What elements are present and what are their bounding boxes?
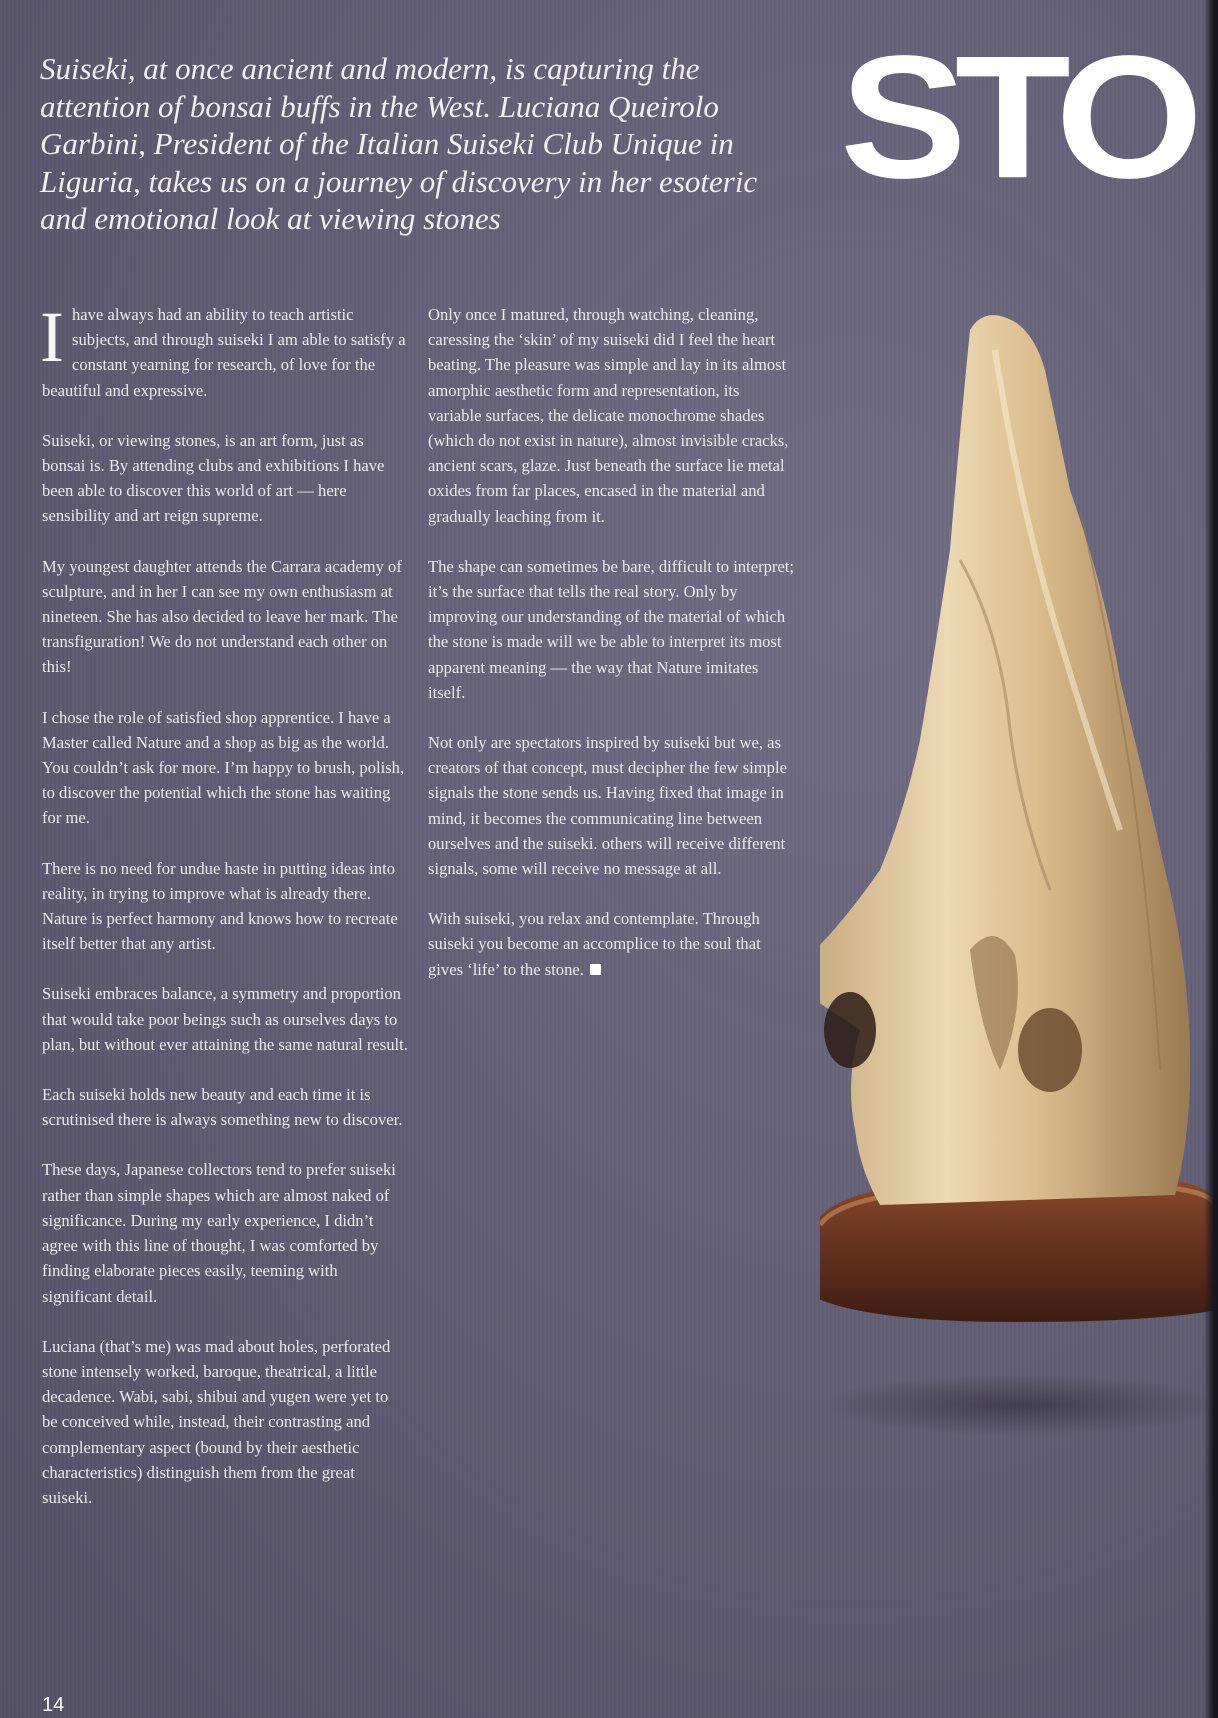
suiseki-stone-photo — [820, 310, 1218, 1450]
page-number: 14 — [42, 1694, 65, 1716]
stone-hole-right — [1018, 1008, 1082, 1092]
paragraph: These days, Japanese collectors tend to prefer suiseki rather than simple shapes which are almost naked of significance. During my early experience, I didn’t agree with this line of thought, I was comforted by finding elaborate pieces easily, teeming with significant detail. — [42, 1160, 396, 1306]
paragraph: Suiseki, or viewing stones, is an art form, just as bonsai is. By attending clubs and exhibitions I have been able to discover this world of art — here sensibility and art reign supreme. — [42, 430, 385, 526]
paragraph: Suiseki embraces balance, a symmetry and proportion that would take poor beings such as ourselves days to plan, but without ever attaining the same natural result. — [42, 984, 408, 1054]
stone-body — [820, 315, 1190, 1205]
paragraph: Luciana (that’s me) was mad about holes, perforated stone intensely worked, baroque, theatrical, a little decadence. Wabi, sabi, shibui and yugen were yet to be conceived while, instead, their contrasting and complementary aspect (bound by their aesthetic characteristics) distinguish them from the great suiseki. — [42, 1336, 391, 1507]
headline: STO — [840, 19, 1192, 215]
paragraph: There is no need for undue haste in putting ideas into reality, in trying to improve what is already there. Nature is perfect harmony and knows how to recreate itself better that any artist. — [42, 858, 398, 954]
stand-shadow — [820, 1375, 1218, 1435]
paragraph: Ihave always had an ability to teach artistic subjects, and through suiseki I am able to satisfy a constant yearning for research, of love for the beautiful and expressive. — [40, 297, 406, 400]
page-gutter-shadow — [1204, 0, 1218, 1718]
standfirst: Suiseki, at once ancient and modern, is capturing the attention of bonsai buffs in the West. Luciana Queirolo Garbini, President of the Italian Suiseki Club Unique in Liguria, takes us on a journey of discovery in her esoteric and emotional look at viewing stones — [40, 51, 758, 236]
paragraph: I chose the role of satisfied shop apprentice. I have a Master called Nature and a shop as big as the world. You couldn’t ask for more. I’m happy to brush, polish, to discover the potential which the stone has waiting for me. — [42, 707, 405, 828]
paragraph: The shape can sometimes be bare, difficult to interpret; it’s the surface that tells the real story. Only by improving our understanding of the material of which the stone is made will we be able to interpret its most apparent meaning — the way that Nature imitates itself. — [428, 556, 795, 702]
paragraph: With suiseki, you relax and contemplate. Through suiseki you become an accomplice to the soul that gives ‘life’ to the stone. — [428, 909, 761, 979]
paragraph: Each suiseki holds new beauty and each time it is scrutinised there is always something new to discover. — [42, 1085, 403, 1130]
stone-hole-left — [824, 992, 876, 1068]
paragraph: Not only are spectators inspired by suiseki but we, as creators of that concept, must decipher the few simple signals the stone sends us. Having fixed that image in mind, it becomes the communicating line between ourselves and the suiseki. others will receive different signals, some will receive no message at all. — [428, 733, 787, 879]
paragraph: Only once I matured, through watching, cleaning, caressing the ‘skin’ of my suiseki did I feel the heart beating. The pleasure was simple and lay in its almost amorphic aesthetic form and representation, its variable surfaces, the delicate monochrome shades (which do not exist in nature), almost invisible cracks, ancient scars, glaze. Just beneath the surface lie metal oxides from far places, encased in the material and gradually leaching from it. — [428, 305, 789, 526]
paragraph: My youngest daughter attends the Carrara academy of sculpture, and in her I can see my own enthusiasm at nineteen. She has also decided to leave her mark. The transfiguration! We do not understand each other on this! — [42, 556, 402, 677]
drop-cap: I — [40, 297, 64, 377]
article-column-right — [428, 302, 796, 1007]
article-column-left — [40, 297, 408, 1535]
end-of-article-mark — [590, 964, 601, 975]
